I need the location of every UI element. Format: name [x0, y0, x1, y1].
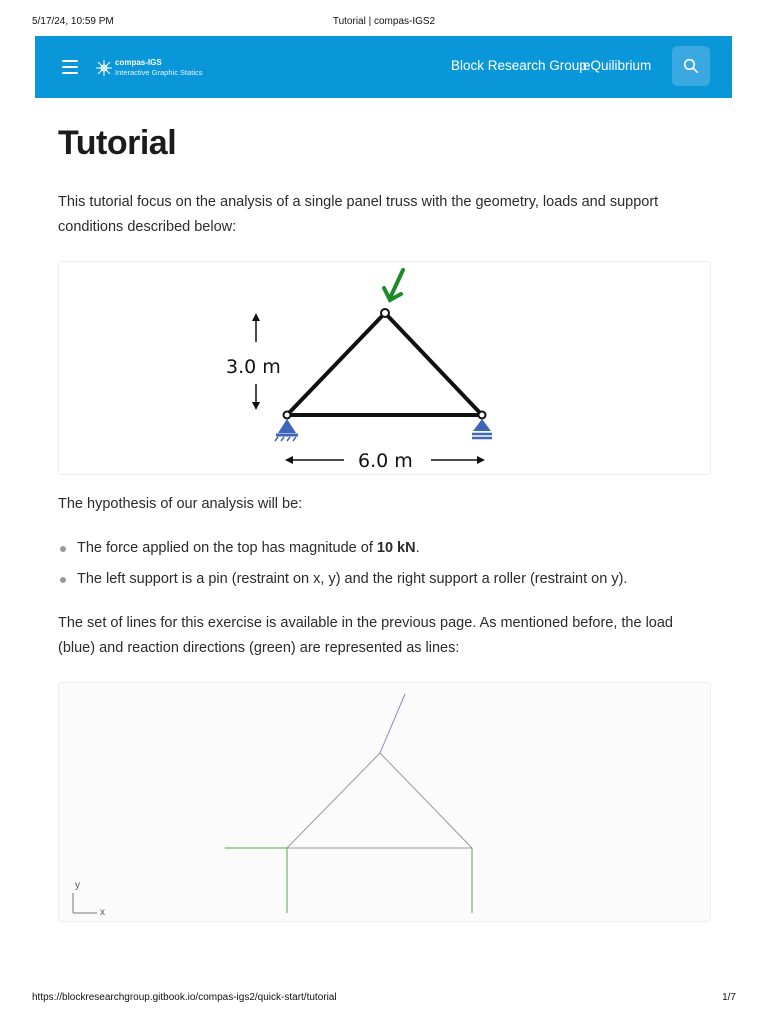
hypothesis-list: [58, 536, 710, 598]
hamburger-menu-icon[interactable]: [57, 55, 83, 79]
left-node: [284, 412, 291, 419]
pin-support-icon: [275, 419, 298, 441]
bullet-dot-icon: [60, 577, 66, 583]
intro-paragraph: This tutorial focus on the analysis of a single panel truss with the geometry, loads and support conditions described below:: [58, 194, 659, 235]
axis-gizmo-icon: [73, 893, 97, 913]
truss-lines: [287, 753, 472, 848]
logo-name: compas-IGS: [115, 58, 162, 67]
height-label: 3.0 m: [226, 356, 281, 378]
width-label: 6.0 m: [358, 450, 413, 472]
top-node: [381, 309, 389, 317]
truss-members: [287, 313, 482, 415]
nav-link-block-research-group[interactable]: Block Research Group: [451, 58, 587, 73]
logo-subtitle: Interactive Graphic Statics: [115, 68, 203, 77]
print-header: [32, 16, 736, 30]
page-title: Tutorial: [58, 124, 177, 162]
load-line: [380, 694, 405, 753]
right-node: [479, 412, 486, 419]
logo-icon: [95, 59, 113, 77]
bullet-text: The left support is a pin (restraint on x, y) and the right support a roller (restraint on y).: [77, 571, 628, 587]
hypothesis-intro: The hypothesis of our analysis will be:: [58, 496, 303, 512]
list-item: [58, 567, 710, 598]
search-button[interactable]: [672, 46, 710, 86]
axis-x-label: x: [100, 907, 105, 918]
lines-viewport-figure: [58, 682, 711, 922]
lines-paragraph: The set of lines for this exercise is available in the previous page. As mentioned before, the load (blue) and reaction directions (green) are represented as lines:: [58, 615, 673, 656]
truss-geometry-figure: [58, 261, 711, 475]
print-datetime: 5/17/24, 10:59 PM: [32, 16, 114, 27]
roller-support-icon: [472, 419, 492, 438]
bullet-text-end: .: [415, 540, 420, 556]
list-item: [58, 536, 710, 567]
force-magnitude: 10 kN: [376, 540, 416, 556]
print-url: https://blockresearchgroup.gitbook.io/compas-igs2/quick-start/tutorial: [32, 992, 337, 1003]
print-footer: [32, 992, 736, 1006]
site-logo[interactable]: [95, 57, 215, 79]
print-page-title: Tutorial | compas-IGS2: [332, 16, 436, 27]
axis-y-label: y: [75, 880, 80, 891]
load-arrow-icon: [384, 270, 403, 300]
search-icon: [683, 58, 699, 74]
bullet-text: The force applied on the top has magnitude of: [77, 540, 377, 556]
reaction-lines: [225, 848, 472, 913]
nav-link-equilibrium[interactable]: eQuilibrium: [583, 58, 652, 73]
bullet-dot-icon: [60, 546, 66, 552]
print-page-number: 1/7: [722, 992, 736, 1003]
top-navigation-bar: [35, 36, 732, 98]
